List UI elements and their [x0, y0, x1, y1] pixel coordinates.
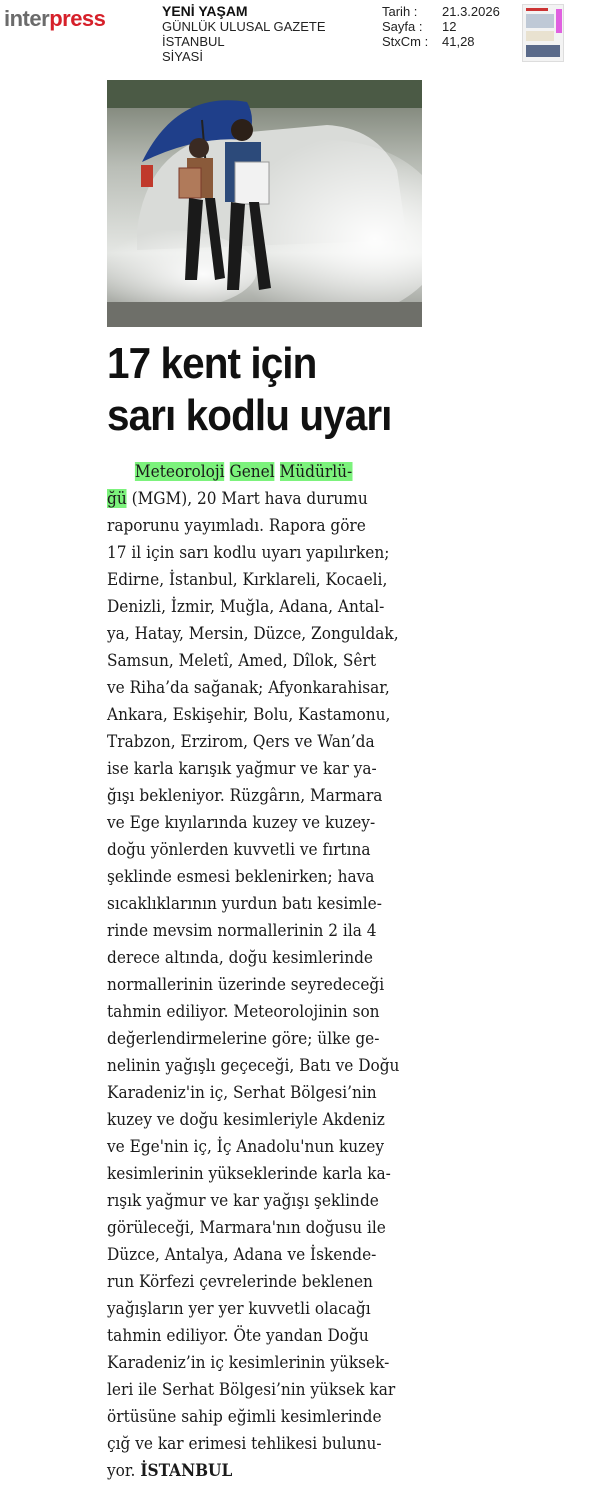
article-line: Samsun, Meletî, Amed, Dîlok, Sêrt [107, 651, 377, 670]
article-line: run Körfezi çevrelerinde beklenen [107, 1272, 373, 1291]
article-line: doğu yönlerden kuvvetli ve fırtına [107, 840, 371, 859]
headline-line-2: sarı kodlu uyarı [107, 391, 392, 440]
meta-date: Tarih : 21.3.2026 [382, 4, 500, 19]
article-line: yağışların yer yer kuvvetli olacağı [107, 1299, 371, 1318]
article-line-last: yor. İSTANBUL [107, 1461, 233, 1480]
article-line [107, 458, 405, 485]
article-line: örtüsüne sahip eğimli kesimlerinde [107, 1407, 382, 1426]
headline [107, 338, 411, 442]
headline-line-1: 17 kent için [107, 339, 317, 388]
publication-type: GÜNLÜK ULUSAL GAZETE [162, 19, 326, 34]
dateline: İSTANBUL [140, 1461, 233, 1480]
article-line: ve Ege'nin iç, İç Anadolu'nun kuzey [107, 1137, 385, 1156]
article-line: nelinin yağışlı geçeceği, Batı ve Doğu [107, 1056, 400, 1075]
article-photo [107, 80, 422, 327]
article-line: tahmin ediliyor. Öte yandan Doğu [107, 1326, 369, 1345]
article-line: leri ile Serhat Bölgesi’nin yüksek kar [107, 1380, 396, 1399]
article-line: kuzey ve doğu kesimleriyle Akdeniz [107, 1110, 385, 1129]
interpress-logo: interpress [4, 6, 106, 31]
article-line: görüleceği, Marmara'nın doğusu ile [107, 1218, 386, 1237]
article-line: Düzce, Antalya, Adana ve İskende- [107, 1245, 377, 1264]
article-line: ise karla karışık yağmur ve kar ya- [107, 759, 377, 778]
article-body [107, 458, 427, 1484]
article-line: değerlendirmelerine göre; ülke ge- [107, 1029, 380, 1048]
article-line: Denizli, İzmir, Muğla, Adana, Antal- [107, 597, 385, 616]
publication-name: YENİ YAŞAM [162, 3, 248, 19]
highlight-word: ğü [107, 489, 127, 508]
article-line: ğü (MGM), 20 Mart hava durumu [107, 489, 368, 508]
article-line: ya, Hatay, Mersin, Düzce, Zonguldak, [107, 624, 399, 643]
article-line: sıcaklıklarının yurdun batı kesimle- [107, 894, 382, 913]
publication-info [162, 4, 326, 64]
highlight-word: Müdürlü- [279, 462, 353, 481]
article-line: kesimlerinin yükseklerinde karla ka- [107, 1164, 391, 1183]
article-line: rinde mevsim normallerinin 2 ila 4 [107, 921, 377, 940]
publication-section: SİYASİ [162, 49, 203, 64]
clipping-meta [382, 4, 500, 49]
article-line: rışık yağmur ve kar yağışı şeklinde [107, 1191, 379, 1210]
article-line: Edirne, İstanbul, Kırklareli, Kocaeli, [107, 570, 388, 589]
article-line: raporunu yayımladı. Rapora göre [107, 516, 366, 535]
meta-stxcm: StxCm : 41,28 [382, 34, 475, 49]
article-line: 17 il için sarı kodlu uyarı yapılırken; [107, 543, 390, 562]
article-line: tahmin ediliyor. Meteorolojinin son [107, 1002, 380, 1021]
publication-city: İSTANBUL [162, 34, 225, 49]
article-line: Ankara, Eskişehir, Bolu, Kastamonu, [107, 705, 391, 724]
page-thumbnail[interactable] [522, 4, 564, 62]
highlight-word: Meteoroloji [134, 462, 225, 481]
article-line: derece altında, doğu kesimlerinde [107, 948, 373, 967]
article-line: Karadeniz’in iç kesimlerinin yüksek- [107, 1353, 390, 1372]
article-line: şeklinde esmesi beklenirken; hava [107, 867, 375, 886]
highlight-word: Genel [229, 462, 275, 481]
article-line: Trabzon, Erzirom, Qers ve Wan’da [107, 732, 375, 751]
article-line: ğışı bekleniyor. Rüzgârın, Marmara [107, 786, 383, 805]
article-line: çığ ve kar erimesi tehlikesi bulunu- [107, 1434, 382, 1453]
article-line: ve Riha’da sağanak; Afyonkarahisar, [107, 678, 390, 697]
article-line: ve Ege kıyılarında kuzey ve kuzey- [107, 813, 376, 832]
meta-page: Sayfa : 12 [382, 19, 457, 34]
article-line: Karadeniz'in iç, Serhat Bölgesi’nin [107, 1083, 377, 1102]
article-line: normallerinin üzerinde seyredeceği [107, 975, 385, 994]
